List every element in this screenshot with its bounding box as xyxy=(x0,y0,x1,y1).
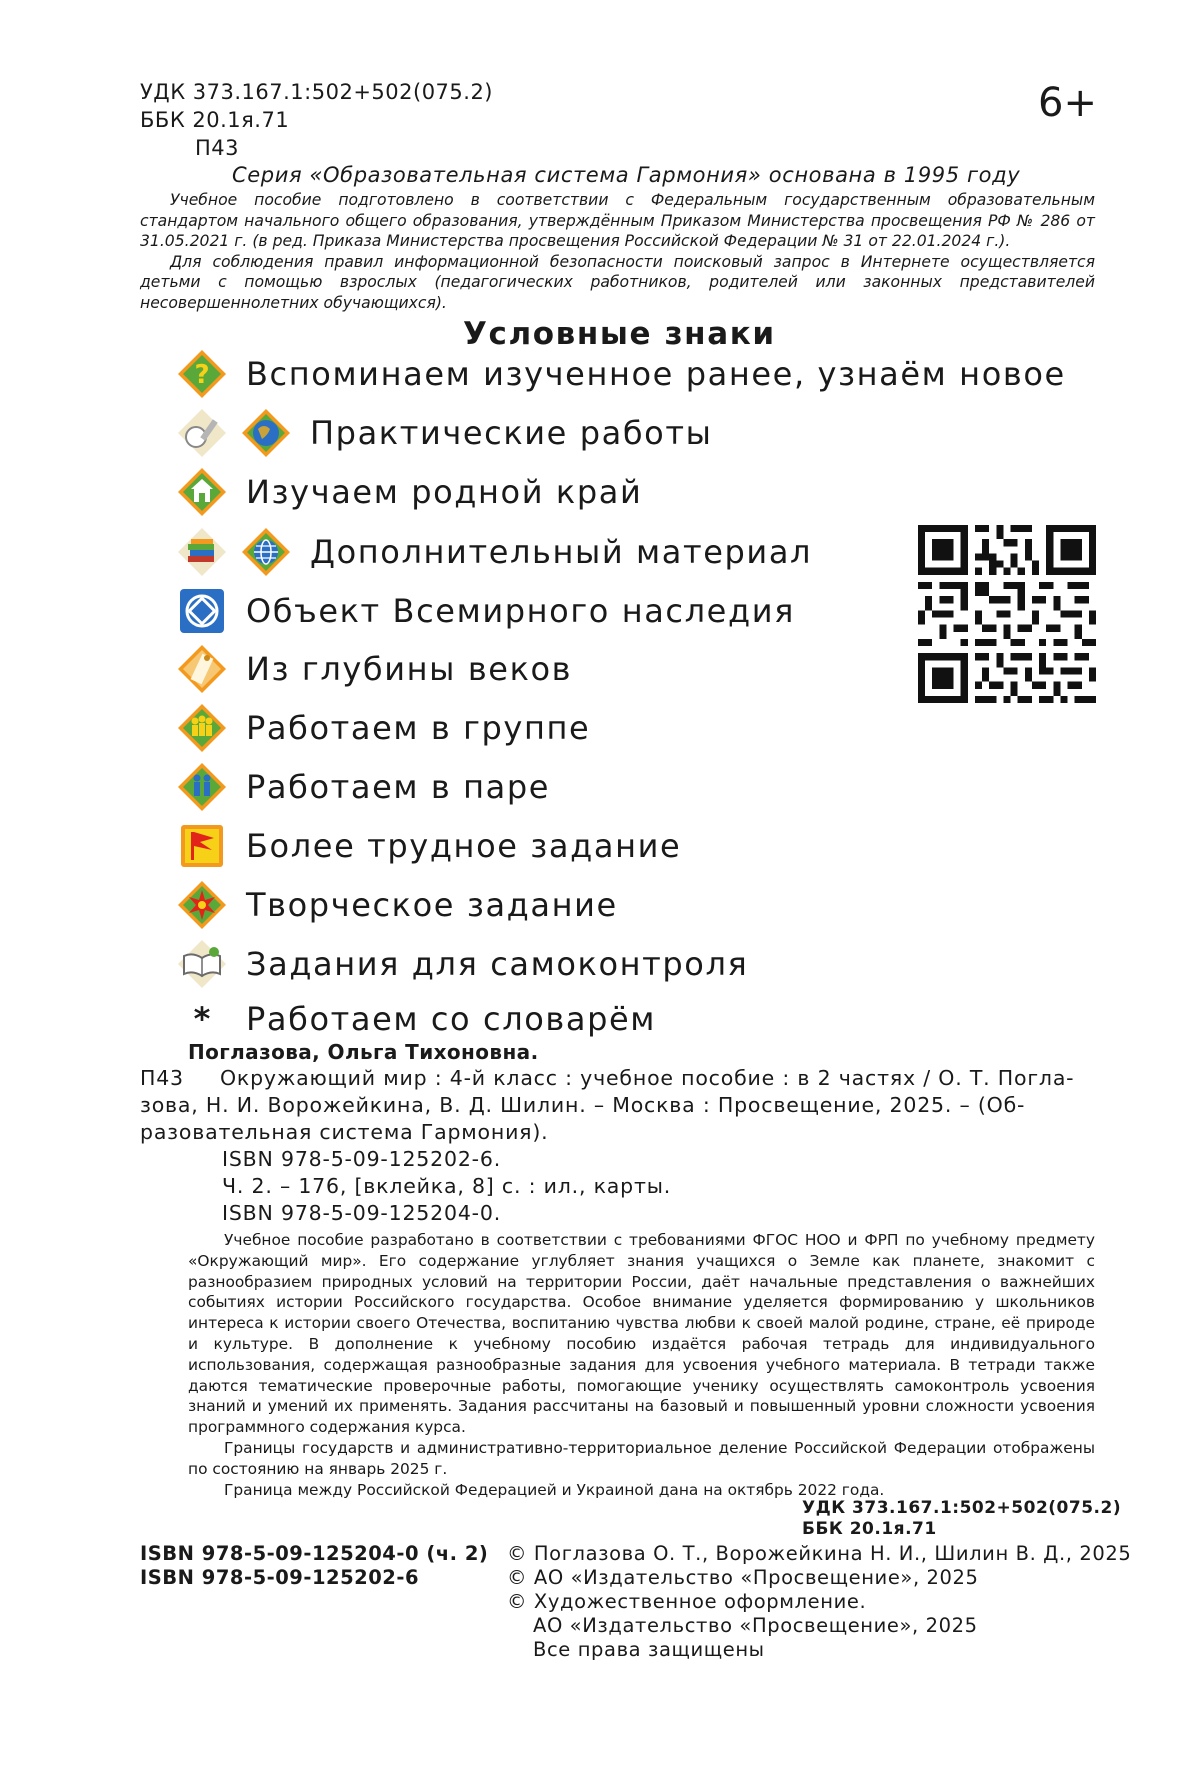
web-icon xyxy=(240,526,292,578)
legend-item-dictionary: * Работаем со словарём xyxy=(176,991,656,1047)
udk-code: УДК 373.167.1:502+502(075.2) xyxy=(140,80,494,104)
legend-item-home-region: Изучаем родной край xyxy=(176,464,642,520)
legend-item-history: Из глубины веков xyxy=(176,641,572,697)
question-icon xyxy=(176,348,228,400)
world-heritage-icon xyxy=(176,585,228,637)
lab-icon xyxy=(176,407,228,459)
rights-reserved: Все права защищены xyxy=(533,1638,765,1661)
record-isbn-full: ISBN 978-5-09-125202-6. xyxy=(222,1147,502,1171)
annotation xyxy=(188,1230,1095,1500)
record-part: Ч. 2. – 176, [вклейка, 8] с. : ил., карты. xyxy=(222,1174,672,1198)
record-line-1: Окружающий мир : 4-й класс : учебное пособие : в 2 частях / О. Т. Погла- xyxy=(220,1066,1075,1090)
books-icon xyxy=(176,526,228,578)
legal-safety: Для соблюдения правил информационной безопасности поисковый запрос в Интернете осуществляется детьми с помощью взрослых (педагогических работников, родителей или законных представителей несовершеннолетних обучающихся). xyxy=(140,252,1095,312)
author-name: Поглазова, Ольга Тихоновна. xyxy=(188,1040,539,1064)
author-code: П43 xyxy=(195,136,240,160)
bbk-code: ББК 20.1я.71 xyxy=(140,108,290,132)
asterisk-mark: * xyxy=(193,1000,211,1038)
book-check-icon xyxy=(176,938,228,990)
record-code: П43 xyxy=(140,1066,184,1090)
series-note: Серия «Образовательная система Гармония» основана в 1995 году xyxy=(232,163,1021,187)
record-isbn-part: ISBN 978-5-09-125204-0. xyxy=(222,1201,502,1225)
flag-icon xyxy=(176,820,228,872)
pair-icon xyxy=(176,761,228,813)
isbn-set: ISBN 978-5-09-125202-6 xyxy=(140,1566,420,1589)
legend-item-selfcheck: Задания для самоконтроля xyxy=(176,936,748,992)
qr-code[interactable] xyxy=(918,525,1096,703)
star-icon xyxy=(176,879,228,931)
copyright-publisher: © АО «Издательство «Просвещение», 2025 xyxy=(507,1566,979,1589)
globe-icon xyxy=(240,407,292,459)
legend-item-practical: Практические работы xyxy=(176,405,712,461)
record-line-2: зова, Н. И. Ворожейкина, В. Д. Шилин. – Москва : Просвещение, 2025. – (Об- xyxy=(140,1093,1026,1117)
copyright-design-owner: АО «Издательство «Просвещение», 2025 xyxy=(533,1614,978,1637)
legend-item-group: Работаем в группе xyxy=(176,700,590,756)
legal-notes xyxy=(140,190,1095,313)
record-line-3: разовательная система Гармония). xyxy=(140,1120,549,1144)
group-icon xyxy=(176,702,228,754)
age-rating: 6+ xyxy=(1038,80,1097,126)
annotation-borders: Границы государств и административно-территориальное деление Российской Федерации отображены по состоянию на январь 2025 г. xyxy=(188,1438,1095,1478)
legend-item-recall: ? Вспоминаем изученное ранее, узнаём новое xyxy=(176,346,1066,402)
udk-code-bottom: УДК 373.167.1:502+502(075.2) xyxy=(802,1498,1122,1518)
legend-item-extra: Дополнительный материал xyxy=(176,524,812,580)
copyright-design: © Художественное оформление. xyxy=(507,1590,867,1613)
annotation-ukraine-border: Граница между Российской Федерацией и Украиной дана на октябрь 2022 года. xyxy=(224,1480,885,1499)
legend-title: Условные знаки xyxy=(463,316,776,352)
legal-standard: Учебное пособие подготовлено в соответствии с Федеральным государственным образовательным стандартом начального общего образования, утверждённым Приказом Министерства просвещения РФ № 286 от 31.05.2021 г. (в ред. Приказа Министерства просвещения Российской Федерации № 31 от 22.01.2024 г.). xyxy=(140,191,1095,250)
legend-item-heritage: Объект Всемирного наследия xyxy=(176,583,795,639)
copyright-authors: © Поглазова О. Т., Ворожейкина Н. И., Шилин В. Д., 2025 xyxy=(507,1542,1132,1565)
bbk-code-bottom: ББК 20.1я.71 xyxy=(802,1519,937,1539)
legend-item-creative: Творческое задание xyxy=(176,877,618,933)
bibliographic-record xyxy=(140,1065,1095,1227)
legend-item-hard: Более трудное задание xyxy=(176,818,681,874)
legend-item-pair: Работаем в паре xyxy=(176,759,550,815)
annotation-main: Учебное пособие разработано в соответствии с требованиями ФГОС НОО и ФРП по учебному предмету «Окружающий мир». Его содержание углубляет знания учащихся о Земле как планете, знакомит с разнообразием природных условий на территории России, даёт начальные представления о важнейших событиях истории Российского государства. Особое внимание уделяется формированию у школьников интереса к истории своего Отечества, воспитанию чувства любви к своей малой родине, стране, её природе и культуре. В дополнение к учебному пособию издаётся рабочая тетрадь для индивидуального использования, содержащая разнообразные задания для усвоения учебного материала. В тетради также даются тематические проверочные работы, помогающие ученику осуществлять самоконтроль усвоения знаний и умений их применять. Задания рассчитаны на базовый и повышенный уровни сложности усвоения программного содержания курса. xyxy=(188,1231,1095,1437)
isbn-part-2: ISBN 978-5-09-125204-0 (ч. 2) xyxy=(140,1542,489,1565)
svg-text:?: ? xyxy=(194,360,210,390)
house-icon xyxy=(176,466,228,518)
scroll-icon xyxy=(176,643,228,695)
